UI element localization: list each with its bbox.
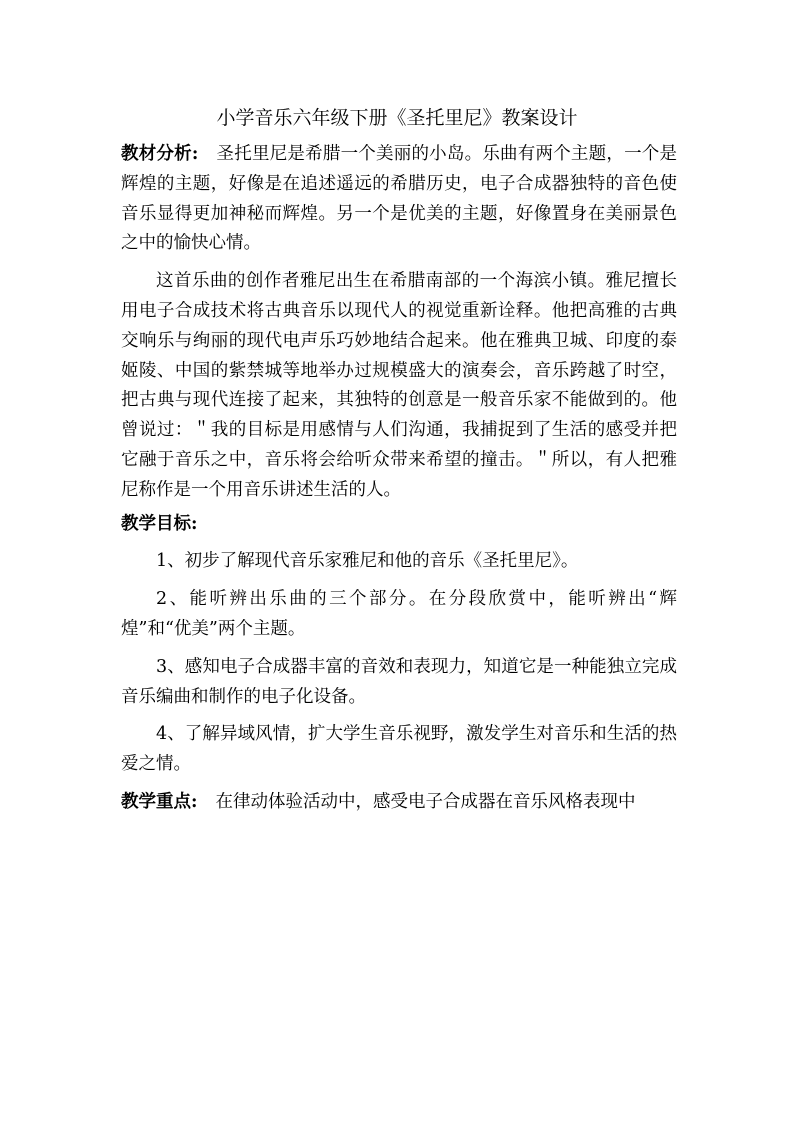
analysis-label: 教材分析: xyxy=(121,144,199,164)
objectives-heading xyxy=(121,510,677,540)
objective-item-1: 1、初步了解现代音乐家雅尼和他的音乐《圣托里尼》。 xyxy=(156,551,579,572)
key-points-paragraph xyxy=(121,788,677,818)
key-points-text: 在律动体验活动中，感受电子合成器在音乐风格表现中 xyxy=(215,791,636,812)
document-body xyxy=(121,140,677,818)
analysis-text: 圣托里尼是希腊一个美丽的小岛。乐曲有两个主题，一个是辉煌的主题，好像是在追述遥远的希腊历史，电子合成器独特的音色使音乐显得更加神秘而辉煌。另一个是优美的主题，好像置身在美丽景色之中的愉快心情。 xyxy=(121,144,678,254)
document-title: 小学音乐六年级下册《圣托里尼》教案设计 xyxy=(216,107,578,129)
objectives-label: 教学目标: xyxy=(121,513,198,534)
analysis-paragraph-2: 这首乐曲的创作者雅尼出生在希腊南部的一个海滨小镇。雅尼擅长用电子合成技术将古典音乐以现代人的视觉重新诠释。他把高雅的古典交响乐与绚丽的现代电声乐巧妙地结合起来。他在雅典卫城、印度的泰姬陵、中国的紫禁城等地举办过规模盛大的演奏会，音乐跨越了时空，把古典与现代连接了起来，其独特的创意是一般音乐家不能做到的。他曾说过：＂我的目标是用感情与人们沟通，我捕捉到了生活的感受并把它融于音乐之中，音乐将会给听众带来希望的撞击。＂所以，有人把雅尼称作是一个用音乐讲述生活的人。 xyxy=(121,271,677,500)
objective-item-4: 4、了解异域风情，扩大学生音乐视野，激发学生对音乐和生活的热爱之情。 xyxy=(121,724,677,775)
objective-item-2: 2、能听辨出乐曲的三个部分。在分段欣赏中，能听辨出“辉煌”和“优美”两个主题。 xyxy=(121,589,677,639)
key-points-label: 教学重点: xyxy=(121,791,198,812)
objective-item-3: 3、感知电子合成器丰富的音效和表现力，知道它是一种能独立完成音乐编曲和制作的电子化设备。 xyxy=(121,656,677,707)
analysis-paragraph xyxy=(121,140,677,259)
